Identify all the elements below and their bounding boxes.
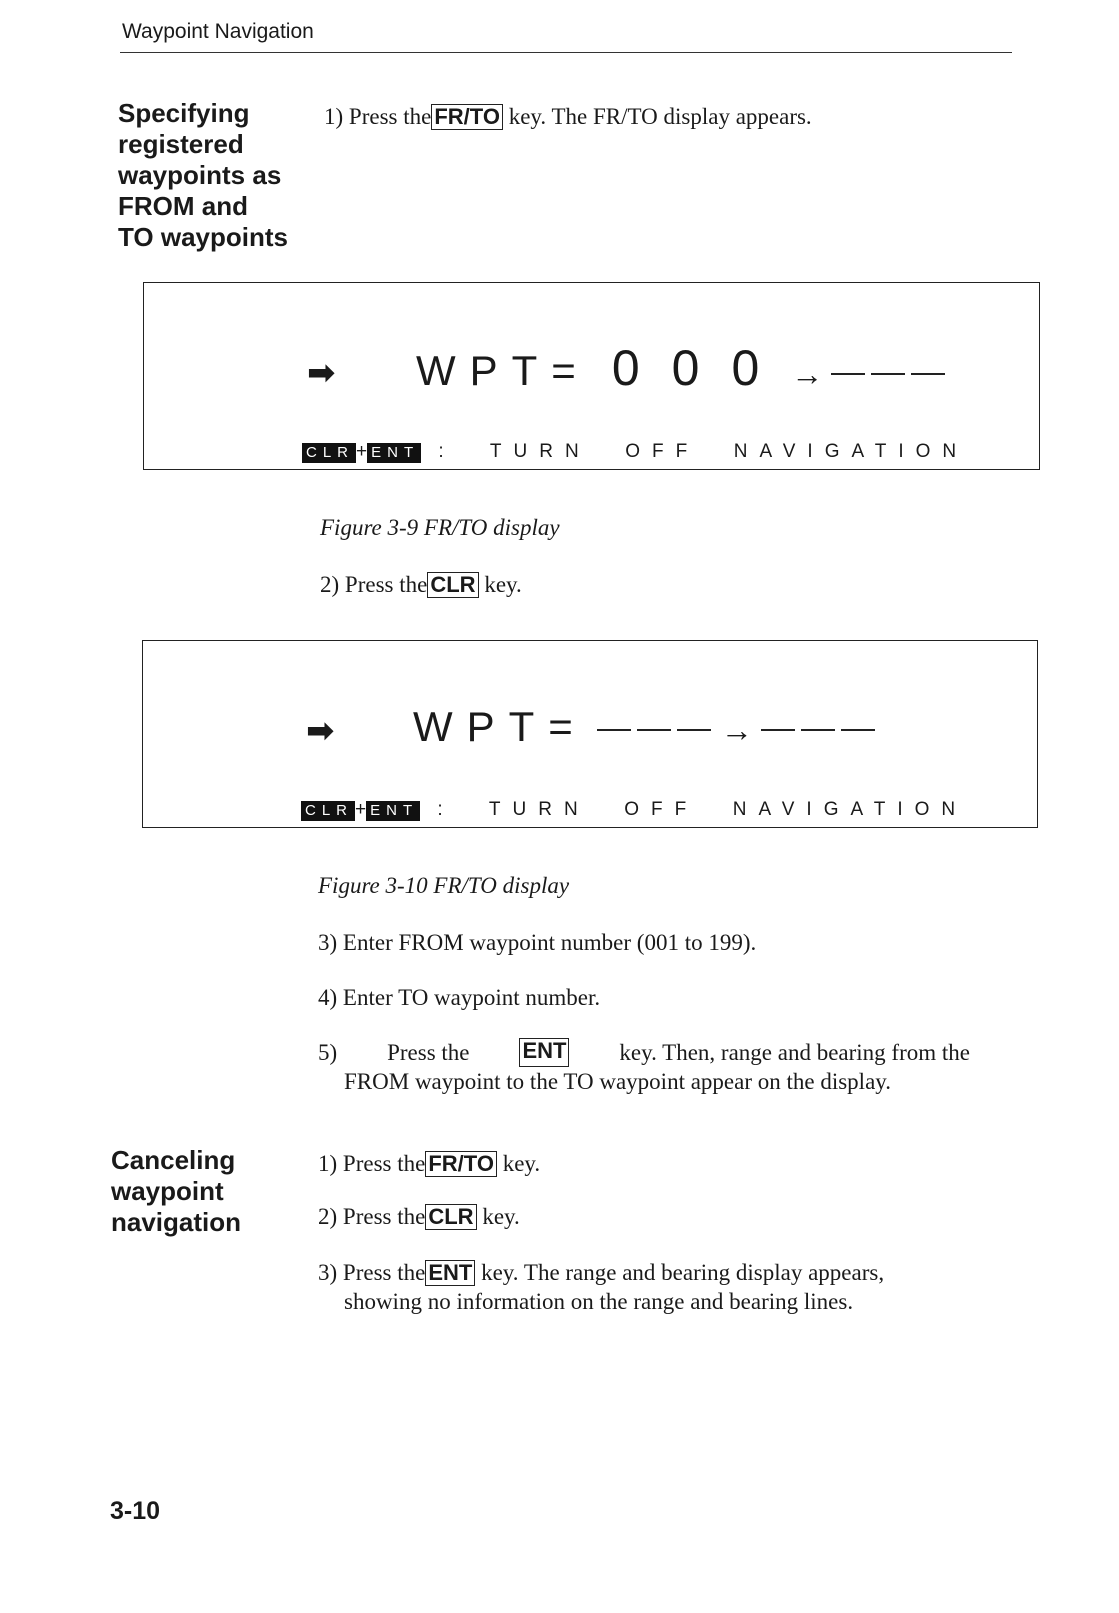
- lcd-display-figure-3-10: [142, 640, 1038, 828]
- step-number: 2): [320, 572, 340, 597]
- step-5: [318, 1038, 970, 1096]
- section-heading-specifying: Specifying registered waypoints as FROM and TO waypoints: [118, 98, 288, 252]
- step-text: Press the: [342, 1260, 426, 1285]
- step-number: 2): [318, 1204, 338, 1229]
- step-number: 4): [318, 985, 338, 1010]
- step-text-continued: showing no information on the range and bearing lines.: [344, 1289, 854, 1314]
- cancel-step-2: [318, 1202, 520, 1231]
- step-1: [324, 102, 812, 131]
- step-2: [320, 570, 522, 599]
- section-heading-canceling: Canceling waypoint navigation: [111, 1145, 242, 1237]
- step-text: key. Then, range and bearing from the: [619, 1040, 970, 1065]
- clr-key-inverse: CLR: [302, 443, 356, 463]
- plus-sign: +: [355, 799, 367, 820]
- wpt-label: WPT=: [413, 703, 587, 750]
- turn-off-navigation-text: : TURN OFF NAVIGATION: [437, 799, 968, 820]
- from-waypoint-digits: 000: [611, 340, 792, 396]
- step-4: [318, 983, 600, 1012]
- step-number: 3): [318, 930, 338, 955]
- ent-key: ENT: [425, 1260, 475, 1286]
- fr-to-key: FR/TO: [431, 104, 503, 130]
- lcd-status-line: [301, 799, 967, 821]
- step-text: key. The FR/TO display appears.: [508, 104, 812, 129]
- turn-off-navigation-text: : TURN OFF NAVIGATION: [438, 441, 969, 462]
- step-text-continued: FROM waypoint to the TO waypoint appear on the display.: [344, 1069, 892, 1094]
- ent-key: ENT: [519, 1038, 569, 1067]
- step-text: key.: [484, 572, 522, 597]
- clr-key: CLR: [425, 1204, 476, 1230]
- step-number: 3): [318, 1260, 338, 1285]
- running-header: Waypoint Navigation: [122, 20, 314, 43]
- step-text: key. The range and bearing display appears,: [481, 1260, 885, 1285]
- step-text: key.: [502, 1151, 541, 1176]
- step-text: Press the: [344, 572, 428, 597]
- step-3: [318, 928, 756, 957]
- figure-caption-3-9: Figure 3-9 FR/TO display: [320, 515, 560, 540]
- to-arrow-icon: →: [791, 356, 824, 392]
- step-number: 5): [318, 1040, 338, 1065]
- ent-key-inverse: ENT: [367, 443, 421, 463]
- cancel-step-1: [318, 1149, 540, 1178]
- wpt-label: WPT=: [416, 347, 590, 394]
- cancel-step-3: [318, 1258, 884, 1316]
- header-rule: [120, 52, 1012, 53]
- plus-sign: +: [356, 441, 368, 462]
- to-arrow-icon: →: [720, 712, 753, 748]
- clr-key-inverse: CLR: [301, 801, 355, 821]
- page-number: 3-10: [110, 1497, 161, 1525]
- step-text: Press the: [387, 1040, 470, 1065]
- step-text: Enter TO waypoint number.: [342, 985, 601, 1010]
- wpt-readout: [416, 339, 951, 397]
- figure-caption-3-10: Figure 3-10 FR/TO display: [318, 873, 570, 898]
- fr-to-key: FR/TO: [425, 1151, 497, 1177]
- step-number: 1): [324, 104, 344, 129]
- lcd-display-figure-3-9: [143, 282, 1040, 470]
- step-number: 1): [318, 1151, 338, 1176]
- ent-key-inverse: ENT: [366, 801, 420, 821]
- lcd-status-line: [302, 441, 968, 463]
- arrow-right-icon: ➡: [307, 353, 336, 393]
- step-text: Press the: [342, 1204, 426, 1229]
- wpt-readout: [413, 703, 881, 751]
- step-text: Press the: [342, 1151, 426, 1176]
- clr-key: CLR: [427, 572, 478, 598]
- arrow-right-icon: ➡: [306, 711, 335, 751]
- step-text: Press the: [348, 104, 432, 129]
- step-text: key.: [482, 1204, 520, 1229]
- step-text: Enter FROM waypoint number (001 to 199).: [342, 930, 757, 955]
